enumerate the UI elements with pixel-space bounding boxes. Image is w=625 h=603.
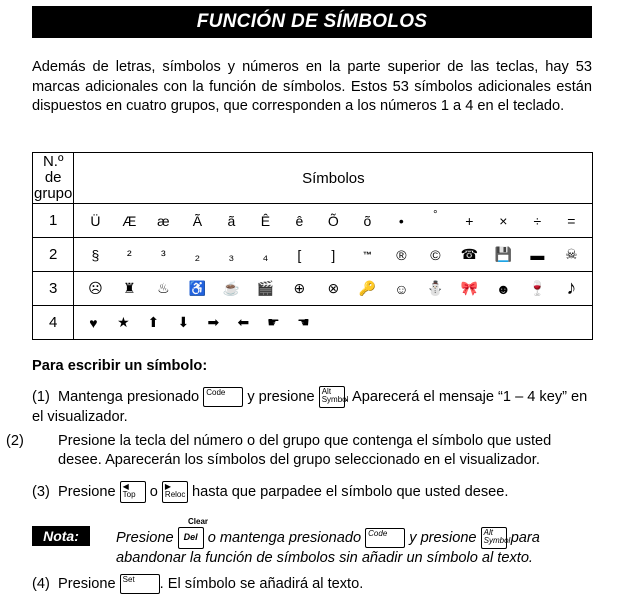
symbol: ³	[161, 246, 166, 263]
symbol: ê	[295, 212, 304, 229]
group-number: 4	[33, 306, 74, 340]
group-number: 2	[33, 238, 74, 272]
arrow-up-icon: ⬆	[147, 314, 160, 330]
symbol: ÷	[533, 212, 542, 229]
symbol: Æ	[122, 212, 137, 229]
del-key: Del	[178, 527, 204, 549]
step-text: o	[149, 483, 158, 500]
group-number: 3	[33, 272, 74, 306]
left-arrow-icon: ◀	[122, 482, 129, 491]
code-key: Code	[365, 528, 405, 548]
symbol: §	[91, 246, 100, 263]
step-text: Mantenga presionado	[58, 388, 200, 405]
key-label: Symbol	[483, 536, 511, 545]
step-number: (4)	[32, 575, 50, 592]
note-text-part: Presione	[116, 529, 174, 546]
step-number: (3)	[32, 483, 50, 500]
key-label: Alt	[483, 528, 493, 537]
step-text: . El símbolo se añadirá al texto.	[159, 575, 364, 592]
music-note-icon: ♪	[566, 277, 577, 299]
symbol: ☕	[222, 280, 241, 296]
step-number: (1)	[32, 388, 50, 405]
note-text-part: para abandonar la función de símbolos sin añadir un símbolo al texto.	[116, 529, 540, 566]
page-title: FUNCIÓN DE SÍMBOLOS	[32, 6, 592, 38]
step-text: Presione la tecla del número o del grupo que contenga el símbolo que usted desee. Aparecerán los símbolos del grupo seleccionado en el visualizador.	[58, 433, 552, 468]
note-text-part: y presione	[409, 529, 477, 546]
note-label: Nota:	[32, 526, 90, 546]
symbol: Ã	[192, 212, 203, 229]
symbol-row-1	[78, 208, 588, 229]
symbol: ₄	[262, 246, 269, 263]
star-icon: ★	[117, 314, 130, 330]
heart-icon: ♥	[89, 314, 98, 331]
note-text	[116, 527, 592, 568]
symbol: ã	[227, 212, 236, 229]
symbol: •	[398, 212, 404, 229]
arrow-right-icon: ➡	[207, 314, 220, 330]
symbol: °	[433, 208, 438, 221]
key-label: Symbol	[321, 395, 349, 404]
symbol: Õ	[327, 212, 339, 229]
code-key: Code	[203, 387, 243, 407]
symbol: 🎬	[256, 280, 275, 296]
step-4	[32, 574, 592, 594]
header-symbols: Símbolos	[74, 153, 593, 204]
symbol-row-4	[78, 314, 588, 331]
key-icon: 🔑	[358, 280, 377, 296]
step-number: (2)	[6, 433, 24, 449]
wine-glass-icon: 🍷	[528, 280, 547, 296]
symbol: ⊕	[293, 280, 306, 296]
step-text: . Aparecerá el mensaje “1 – 4 key” en el visualizador.	[32, 388, 588, 425]
symbol: ©	[430, 246, 441, 263]
bow-icon: 🎀	[460, 280, 479, 296]
symbols-table	[32, 152, 593, 340]
wheelchair-icon: ♿	[188, 280, 207, 296]
snowman-icon: ⛄	[426, 280, 445, 296]
step-text: y presione	[247, 388, 315, 405]
symbol: +	[465, 212, 474, 229]
symbol: ®	[396, 246, 407, 263]
alt-symbol-key	[481, 527, 511, 549]
phone-icon: ☎	[460, 246, 479, 262]
arrow-down-icon: ⬇	[177, 314, 190, 330]
symbol: [	[297, 246, 302, 263]
right-arrow-icon: ▶	[164, 482, 172, 491]
table-row	[33, 204, 593, 238]
note-text-part: o mantenga presionado	[207, 529, 362, 546]
symbol: ₂	[194, 246, 201, 263]
symbol: ☹	[88, 280, 103, 296]
table-row	[33, 238, 593, 272]
intro-paragraph: Además de letras, símbolos y números en la parte superior de las teclas, hay 53 marcas adicionales con la función de símbolos. Estos 53 símbolos adicionales están dispuestos en cuatro grupos, que corresponden a los números 1 a 4 en el teclado.	[32, 59, 592, 114]
disk-icon: 💾	[494, 246, 513, 262]
step-2	[6, 432, 592, 470]
symbol: Ê	[260, 212, 271, 229]
symbol: ☻	[496, 280, 511, 297]
reloc-key	[162, 481, 188, 503]
symbol-row-2	[78, 246, 588, 263]
step-1	[32, 386, 592, 427]
key-label: Top	[122, 490, 136, 499]
symbol: ♜	[123, 280, 136, 296]
key-label: Reloc	[164, 490, 186, 499]
hand-left-icon: ☚	[297, 314, 310, 330]
arrow-left-icon: ⬅	[237, 314, 250, 330]
symbol: ×	[499, 212, 508, 229]
step-3	[32, 481, 592, 503]
symbol: =	[567, 212, 576, 229]
symbol: ♨	[157, 280, 170, 296]
symbol: ™	[362, 249, 372, 260]
symbol: ⊗	[327, 280, 340, 296]
symbol: ₃	[228, 246, 235, 263]
symbol: ]	[331, 246, 336, 263]
step-text: hasta que parpadee el símbolo que usted desee.	[191, 483, 509, 500]
clear-key-label: Clear	[188, 517, 209, 526]
symbol-row-3	[78, 277, 588, 300]
hand-right-icon: ☛	[267, 314, 280, 330]
symbol: ²	[127, 246, 132, 263]
table-header-row	[33, 153, 593, 204]
section-title: Para escribir un símbolo:	[32, 358, 208, 374]
step-text: Presione	[58, 483, 116, 500]
key-label: Alt	[321, 387, 332, 396]
group-number: 1	[33, 204, 74, 238]
top-key	[120, 481, 146, 503]
symbol: ☺	[394, 280, 409, 297]
alt-symbol-key	[319, 386, 349, 408]
set-key: Set	[120, 574, 160, 594]
symbol: æ	[157, 212, 170, 229]
table-row	[33, 306, 593, 340]
header-group: N.º de grupo	[34, 153, 73, 202]
symbol: Ü	[90, 212, 101, 229]
step-text: Presione	[58, 575, 116, 592]
table-row	[33, 272, 593, 306]
tape-icon: ▬	[530, 246, 545, 263]
symbol: õ	[363, 212, 372, 229]
skull-icon: ☠	[565, 246, 578, 262]
